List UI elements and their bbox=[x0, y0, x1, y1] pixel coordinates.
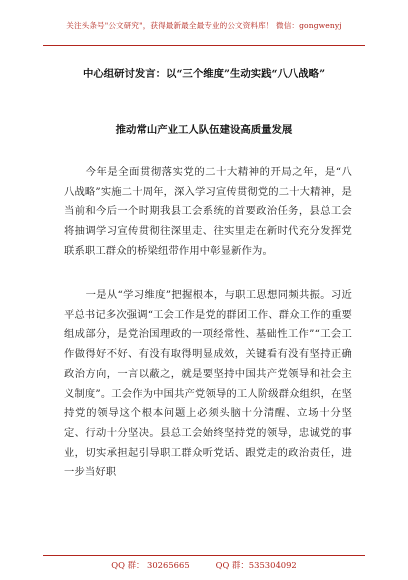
footer-qq-group-2: QQ 群：535304092 bbox=[215, 560, 297, 570]
body-paragraph-1: 今年是全面贯彻落实党的二十大精神的开局之年，是“八八战略”实施二十周年，深入学习宣传贯彻党的二十大精神，是当前和今后一个时期我县工会系统的首要政治任务，县总工会将抽调学习宣传贯彻往深里走、往实里走在新时代充分发挥党联系职工群众的桥梁纽带作用中彰显新作为。 bbox=[64, 166, 352, 257]
footer-qq-group-1: QQ 群： 30265665 bbox=[111, 560, 190, 570]
header-banner: 关注头条号"公文研究"，获得最新最全最专业的公文资料库！ 微信：gongwenyj bbox=[66, 21, 342, 30]
document-title: 中心组研讨发言：以“三个维度”生动实践“八八战略” bbox=[82, 68, 326, 80]
footer-divider bbox=[43, 555, 365, 556]
footer bbox=[0, 559, 408, 571]
header-divider bbox=[43, 45, 365, 46]
document-subtitle: 推动常山产业工人队伍建设高质量发展 bbox=[115, 124, 293, 136]
body-paragraph-2: 一是从“学习维度”把握根本，与职工思想同频共振。习近平总书记多次强调“工会工作是党的群团工作、群众工作的重要组成部分，是党治国理政的一项经常性、基础性工作”“工会工作做得好不好、有没有取得明显成效，关键看有没有坚持正确政治方向，一言以蔽之，就是要坚持中国共产党领导和社会主义制度”。工会作为中国共产党领导的工人阶级群众组织，在坚持党的领导这个根本问题上必须头脑十分清醒、立场十分坚定、行动十分坚决。县总工会始终坚持党的领导，忠诚党的事业，切实承担起引导职工群众听党话、跟党走的政治责任，进一步当好职 bbox=[64, 289, 352, 479]
